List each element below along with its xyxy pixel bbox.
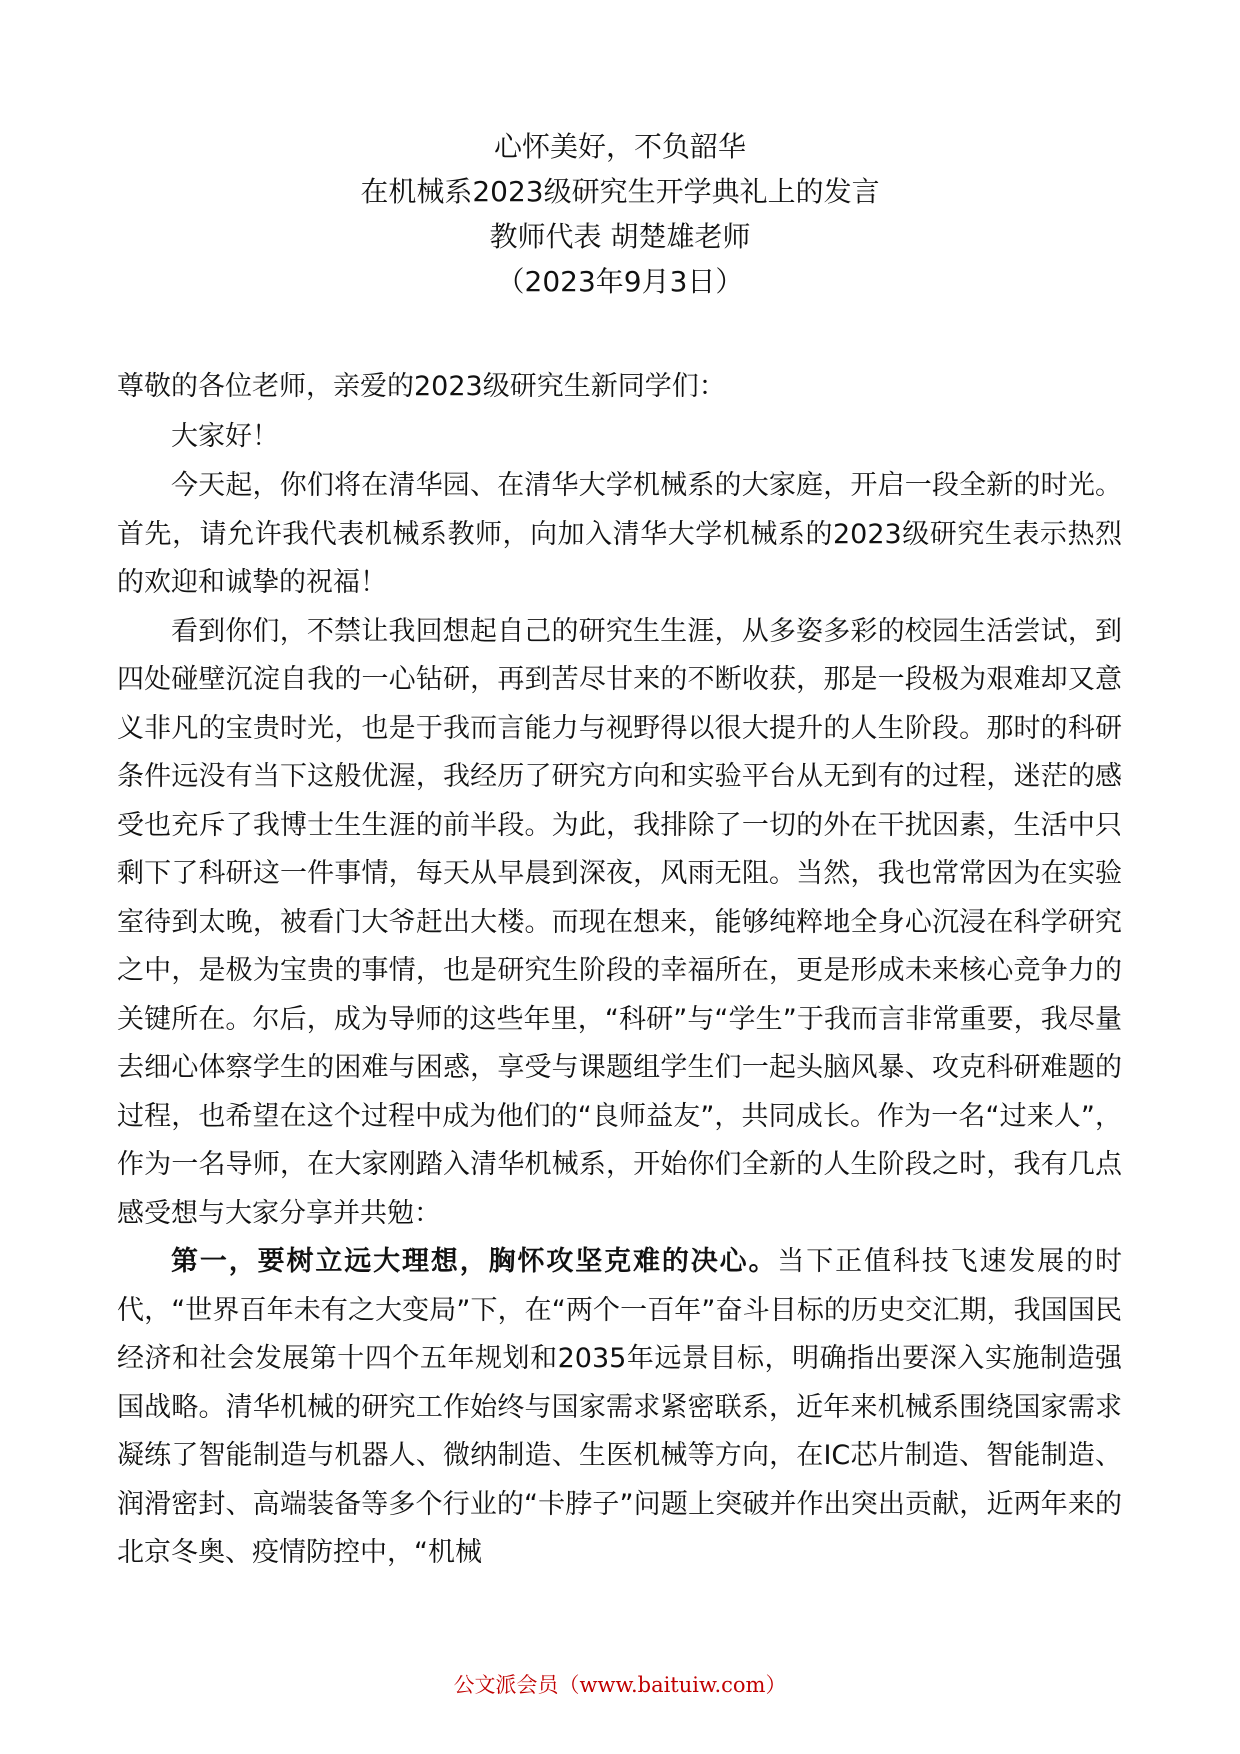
paragraph-3-bold-lead: 第一，要树立远大理想，胸怀攻坚克难的决心。 bbox=[171, 1246, 778, 1277]
speech-body bbox=[117, 362, 1122, 1578]
speech-date: （2023年9月3日） bbox=[496, 265, 744, 298]
paragraph-1: 今天起，你们将在清华园、在清华大学机械系的大家庭，开启一段全新的时光。首先，请允许我代表机械系教师，向加入清华大学机械系的2023级研究生表示热烈的欢迎和诚挚的祝福！ bbox=[117, 470, 1122, 598]
paragraph-3 bbox=[117, 1238, 1122, 1578]
speaker-line: 教师代表 胡楚雄老师 bbox=[489, 220, 751, 253]
speech-title: 心怀美好，不负韶华 bbox=[493, 130, 746, 163]
paragraph-3-text: 当下正值科技飞速发展的时代，“世界百年未有之大变局”下，在“两个一百年”奋斗目标的历史交汇期，我国国民经济和社会发展第十四个五年规划和2035年远景目标，明确指出要深入实施制造强国战略。清华机械的研究工作始终与国家需求紧密联系，近年来机械系围绕国家需求凝练了智能制造与机器人、微纳制造、生医机械等方向，在IC芯片制造、智能制造、润滑密封、高端装备等多个行业的“卡脖子”问题上突破并作出突出贡献，近两年来的北京冬奥、疫情防控中，“机械 bbox=[117, 1246, 1122, 1568]
speech-subtitle: 在机械系2023级研究生开学典礼上的发言 bbox=[360, 175, 880, 208]
document-header bbox=[0, 124, 1240, 304]
paragraph-2: 看到你们，不禁让我回想起自己的研究生生涯，从多姿多彩的校园生活尝试，到四处碰壁沉淀自我的一心钻研，再到苦尽甘来的不断收获，那是一段极为艰难却又意义非凡的宝贵时光，也是于我而言能力与视野得以很大提升的人生阶段。那时的科研条件远没有当下这般优渥，我经历了研究方向和实验平台从无到有的过程，迷茫的感受也充斥了我博士生生涯的前半段。为此，我排除了一切的外在干扰因素，生活中只剩下了科研这一件事情，每天从早晨到深夜，风雨无阻。当然，我也常常因为在实验室待到太晚，被看门大爷赶出大楼。而现在想来，能够纯粹地全身心沉浸在科学研究之中，是极为宝贵的事情，也是研究生阶段的幸福所在，更是形成未来核心竞争力的关键所在。尔后，成为导师的这些年里，“科研”与“学生”于我而言非常重要，我尽量去细心体察学生的困难与困惑，享受与课题组学生们一起头脑风暴、攻克科研难题的过程，也希望在这个过程中成为他们的“良师益友”，共同成长。作为一名“过来人”，作为一名导师，在大家刚踏入清华机械系，开始你们全新的人生阶段之时，我有几点感受想与大家分享并共勉： bbox=[117, 615, 1122, 1229]
salutation: 尊敬的各位老师，亲爱的2023级研究生新同学们： bbox=[117, 371, 726, 402]
greeting: 大家好！ bbox=[171, 421, 279, 452]
footer-watermark: 公文派会员（www.baituiw.com） bbox=[453, 1673, 787, 1697]
